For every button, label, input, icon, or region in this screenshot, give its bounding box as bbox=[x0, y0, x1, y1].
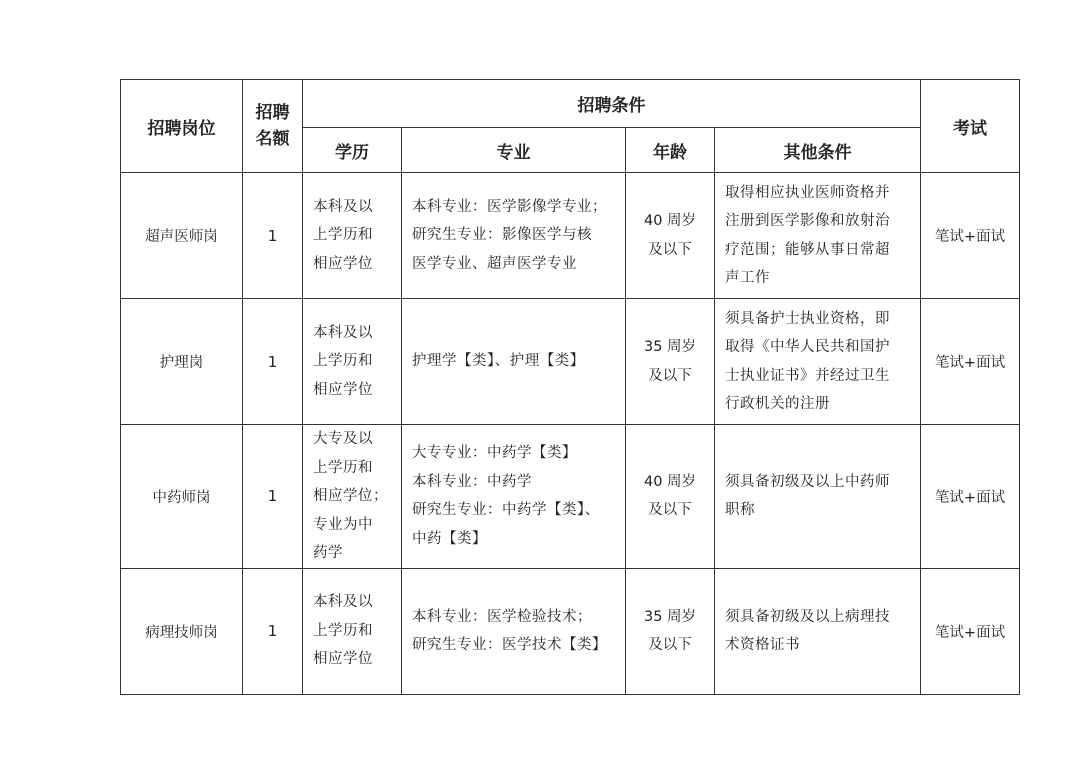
cell-age bbox=[626, 173, 715, 299]
age-line: 40 周岁 bbox=[643, 213, 697, 229]
header-quota bbox=[243, 80, 303, 173]
age-line: 及以下 bbox=[648, 367, 692, 384]
other-line: 行政机关的注册 bbox=[725, 396, 830, 412]
cell-position: 中药师岗 bbox=[121, 425, 243, 569]
education-line: 上学历和 bbox=[313, 622, 373, 639]
cell-major bbox=[402, 173, 626, 299]
education-line: 相应学位 bbox=[313, 255, 373, 272]
major-line: 中药【类】 bbox=[412, 530, 487, 547]
table-row bbox=[121, 299, 1020, 425]
header-quota-text: 招聘名额 bbox=[255, 103, 290, 149]
major-line: 研究生专业：医学技术【类】 bbox=[412, 637, 607, 653]
education-line: 相应学位； bbox=[313, 488, 388, 504]
table-row bbox=[121, 568, 1020, 694]
cell-major bbox=[402, 568, 626, 694]
education-line: 本科及以 bbox=[313, 594, 373, 611]
major-line: 医学专业、超声医学专业 bbox=[412, 255, 577, 272]
age-line: 及以下 bbox=[648, 502, 692, 519]
other-line: 疗范围；能够从事日常超 bbox=[725, 241, 890, 258]
education-line: 上学历和 bbox=[313, 459, 373, 476]
cell-exam: 笔试+面试 bbox=[921, 299, 1020, 425]
header-conditions: 招聘条件 bbox=[303, 80, 921, 128]
cell-position: 超声医师岗 bbox=[121, 173, 243, 299]
cell-education bbox=[303, 299, 402, 425]
cell-education bbox=[303, 425, 402, 569]
cell-exam: 笔试+面试 bbox=[921, 173, 1020, 299]
major-line: 大专专业：中药学【类】 bbox=[412, 445, 577, 462]
other-line: 须具备初级及以上中药师 bbox=[725, 473, 890, 490]
age-line: 及以下 bbox=[648, 637, 692, 653]
other-line: 术资格证书 bbox=[725, 637, 800, 653]
cell-education bbox=[303, 568, 402, 694]
cell-age bbox=[626, 425, 715, 569]
age-line: 35 周岁 bbox=[643, 339, 697, 355]
cell-quota: 1 bbox=[243, 173, 303, 299]
major-line: 本科专业：医学检验技术； bbox=[412, 608, 592, 625]
cell-other bbox=[715, 173, 921, 299]
table-row bbox=[121, 425, 1020, 569]
cell-quota: 1 bbox=[243, 425, 303, 569]
cell-quota: 1 bbox=[243, 299, 303, 425]
cell-other bbox=[715, 568, 921, 694]
cell-exam: 笔试+面试 bbox=[921, 425, 1020, 569]
other-line: 取得相应执业医师资格并 bbox=[725, 184, 890, 201]
age-line: 40 周岁 bbox=[643, 473, 697, 490]
header-age: 年龄 bbox=[626, 128, 715, 173]
header-exam: 考试 bbox=[921, 80, 1020, 173]
header-row-top bbox=[121, 80, 1020, 128]
major-line: 本科专业：中药学 bbox=[412, 473, 532, 490]
other-line: 职称 bbox=[725, 502, 755, 519]
other-line: 取得《中华人民共和国护 bbox=[725, 339, 890, 355]
cell-other bbox=[715, 299, 921, 425]
age-line: 及以下 bbox=[648, 241, 692, 258]
cell-position: 病理技师岗 bbox=[121, 568, 243, 694]
major-line: 护理学【类】、护理【类】 bbox=[412, 353, 585, 370]
other-line: 须具备护士执业资格，即 bbox=[725, 310, 890, 327]
education-line: 相应学位 bbox=[313, 381, 373, 398]
major-line: 本科专业：医学影像学专业； bbox=[412, 198, 607, 215]
cell-major bbox=[402, 299, 626, 425]
education-line: 大专及以 bbox=[313, 431, 373, 447]
other-line: 注册到医学影像和放射治 bbox=[725, 213, 890, 229]
education-line: 相应学位 bbox=[313, 651, 373, 668]
other-line: 士执业证书》并经过卫生 bbox=[725, 367, 890, 384]
other-line: 须具备初级及以上病理技 bbox=[725, 608, 890, 625]
other-line: 声工作 bbox=[725, 270, 770, 286]
education-line: 上学历和 bbox=[313, 353, 373, 370]
header-education: 学历 bbox=[303, 128, 402, 173]
header-other: 其他条件 bbox=[715, 128, 921, 173]
education-line: 药学 bbox=[313, 545, 343, 561]
header-position: 招聘岗位 bbox=[121, 80, 243, 173]
major-line: 研究生专业：影像医学与核 bbox=[412, 227, 592, 244]
header-major: 专业 bbox=[402, 128, 626, 173]
recruitment-table bbox=[120, 79, 1020, 695]
cell-position: 护理岗 bbox=[121, 299, 243, 425]
education-line: 本科及以 bbox=[313, 324, 373, 341]
cell-other bbox=[715, 425, 921, 569]
cell-major bbox=[402, 425, 626, 569]
age-line: 35 周岁 bbox=[643, 608, 697, 625]
education-line: 专业为中 bbox=[313, 516, 373, 533]
cell-quota: 1 bbox=[243, 568, 303, 694]
education-line: 上学历和 bbox=[313, 227, 373, 244]
cell-education bbox=[303, 173, 402, 299]
cell-exam: 笔试+面试 bbox=[921, 568, 1020, 694]
cell-age bbox=[626, 568, 715, 694]
education-line: 本科及以 bbox=[313, 198, 373, 215]
cell-age bbox=[626, 299, 715, 425]
table-row bbox=[121, 173, 1020, 299]
major-line: 研究生专业：中药学【类】、 bbox=[412, 502, 600, 519]
